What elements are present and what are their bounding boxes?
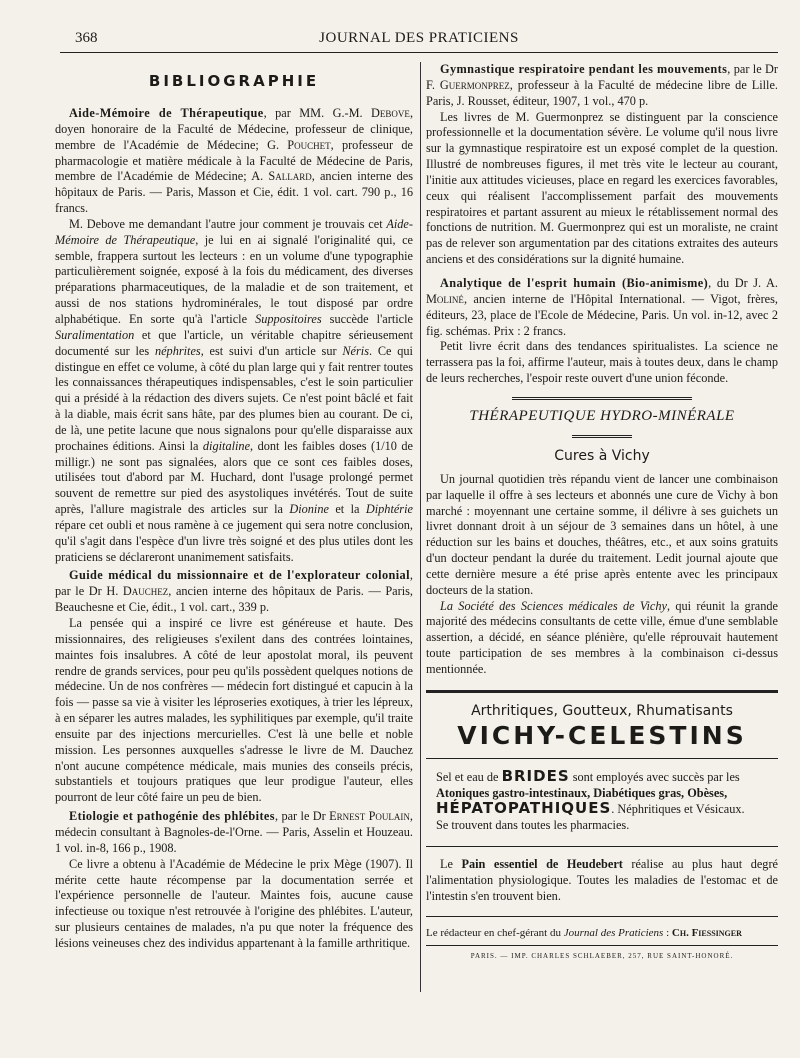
left-column [55,62,413,952]
vichy-celestins-logo: VICHY-CELESTINS [457,720,747,750]
page-header [60,30,778,50]
entry-aide-memoire: Aide-Mémoire de Thérapeutique, par MM. G.-M. Debove, doyen honoraire de la Faculté de Médecine, professeur de clinique, membre de l'Académie de Médecine; G. Pouchet, professeur de pharmacologie et matière médicale à la Faculté de Médecine de Paris, membre de l'Académie de Médecine; A. Sallard, ancien interne des hôpitaux de Paris. — Paris, Masson et Cie, édit. 1 vol. cart. 790 p., 16 francs. [55,106,414,216]
brides-ad: Sel et eau de BRIDES sont employés avec succès par les Atoniques gastro-intestinaux, Diabétiques gras, Obèses, HÉPATOPATHIQUES. Néphritiques et Vésicaux. Se trouvent dans toutes les pharmacies. [436,766,745,833]
redacteur-line: Le rédacteur en chef-gérant du Journal des Praticiens : Ch. Fiessinger [426,927,742,940]
heudebert-ad: Le Pain essentiel de Heudebert réalise au plus haut degré l'alimentation physiologique. Toutes les maladies de l'estomac et de l'intestin s'en trouvent bien. [426,857,779,903]
column-divider [420,62,421,992]
imprint: PARIS. — IMP. CHARLES SCHLAEBER, 257, RUE SAINT-HONORÉ. [470,952,734,961]
entry-phlebites-review: Ce livre a obtenu à l'Académie de Médecine le prix Mège (1907). Il mérite cette haute récompense par la documentation serrée et l'expérience personnelle de l'auteur. Maintes fois, aucune cause infectieuse ou toxique n'est retrouvée à l'origine des phlébites. L'auteur, sur plusieurs centaines de malades, n'a pu que noter la fréquence des lésions veineuses chez des individus appartenant à la famille arthritique. [55,856,413,950]
therapeutique-title: THÉRAPEUTIQUE HYDRO-MINÉRALE [469,407,735,424]
ad-rule-top [426,690,778,693]
ad-rule-3 [426,916,778,917]
entry-analytique: Analytique de l'esprit humain (Bio-animisme), du Dr J. A. Moliné, ancien interne de l'Hôpital International. — Vigot, frères, éditeurs, 23, place de l'Ecole de Médecine, Paris. Un vol. in-12, avec 2 fig. schémas. Prix : 2 francs. [426,275,778,338]
therapeutique-para-1: Un journal quotidien très répandu vient de lancer une combinaison par laquelle il offre à ses lecteurs et abonnés une cure de Vichy à bon marché : moyennant une certaine somme, il délivre à ses guichets un livret donnant droit à un séjour de 3 semaines dans un hôtel, à une réduction sur les bains et douches, théâtres, etc., et aux soins gratuits d'un docteur pendant la durée du traitement. Ledit journal ajoute que cette dernière mesure a été prise après entente avec les principaux docteurs de la station. [426,471,778,597]
journal-title: JOURNAL DES PRATICIENS [319,30,519,46]
section-rule [512,397,692,400]
vichy-ad-subtitle: Arthritiques, Goutteux, Rhumatisants [471,702,733,719]
footer-rule [426,945,778,946]
entry-gymnastique-review: Les livres de M. Guermonprez se distinguent par la conscience professionnelle et la documentation sévère. Le volume qu'il nous livre sur la gymnastique respiratoire est un exposé complet de la question. Illustré de nombreuses figures, il met très vite le lecteur au courant, l'initie aux attitudes vicieuses, place en regard les exercices favorables, ceux qui réalisent l'accomplissement parfait des mouvements respiratoires et partant assurent au mieux le rétablissement normal des fonctions de nutrition. M. Guermonprez qui est un moraliste, ne craint pas de relever son argumentation par des citations extraites des auteurs anciens et des considérations sur la dignité humaine. [426,109,778,267]
entry-gymnastique: Gymnastique respiratoire pendant les mouvements, par le Dr F. Guermonprez, professeur à la Faculté de médecine libre de Lille. Paris, J. Rousset, éditeur, 1907, 1 vol., 470 p. [426,62,778,108]
cures-vichy-title: Cures à Vichy [554,447,650,464]
page-number: 368 [75,30,98,46]
ad-rule-1 [426,758,778,759]
right-column [426,62,778,960]
ad-rule-2 [426,846,778,847]
title-rule [572,435,632,438]
entry-guide-medical: Guide médical du missionnaire et de l'explorateur colonial, par le Dr H. Dauchez, ancien interne des hôpitaux de Paris. — Paris, Beauchesne et Cie, édit., 1 vol. cart., 339 p. [55,568,413,615]
bibliographie-title: BIBLIOGRAPHIE [148,72,320,90]
entry-aide-memoire-review: M. Debove me demandant l'autre jour comment je trouvais cet Aide-Mémoire de Thérapeutique, je lui en ai signalé l'originalité qui, ce semble, frappera surtout les lecteurs : en un volume d'une typographie particulièrement soignée, exposé à la fois du médicament, des diverses préparations pharmaceutiques, de la maladie et de son traitement, et aussi de nos stations hydrominérales, le tout disposé par ordre alphabétique. En sorte qu'à l'article Suppositoires succède l'article Suralimentation et que l'article, un véritable chapitre sérieusement documenté sur les néphrites, est suivi d'un article sur Néris. Ce qui distingue en effet ce volume, à côté du plan large qui y fait rentrer toutes les connaissances thérapeutiques indispensables, c'est le soin particulier qui a présidé à la rédaction des divers sujets. Ce n'est point bâclé et fait à la diable, mais écrit sans hâte, par des plumes bien au courant. De ci, de là, une petite lacune que nous signalons pour qu'elle disparaisse aux prochaines éditions. Ainsi la digitaline, dont les faibles doses (1/10 de milligr.) ne sont pas signalées, alors que ce sont ces faibles doses, utilisées tout d'abord par M. Huchard, dont l'usage prolongé permet souvent de remettre sur pied des asystoliques invétérés. Tout de suite après, l'allure magistrale des articles sur la Dionine et la Diphtérie répare cet oubli et nous ramène à ce jugement qui sera notre conclusion, qu'il s'agit dans l'espèce d'un livre très soigné et des plus utiles dont les praticiens se déclareront unanimement satisfaits. [55,216,413,564]
header-rule [60,52,778,53]
entry-guide-medical-review: La pensée qui a inspiré ce livre est généreuse et haute. Des missionnaires, des religieuses s'exilent dans des contrées lointaines, maintes fois insalubres. A côté de leur apostolat moral, ils peuvent rendre de grands services, pour peu qu'ils possèdent quelques notions de médecine. Un de nos confrères — médecin fort distingué et capucin à la fois — passe sa vie à visiter les léproseries exotiques, à trier les lépreux, à en séparer les autres malades, les syphilitiques par exemple, qu'il traite ensuite par des injections mercurielles. C'est là une belle et noble mission. Les personnes auxquelles s'adresse le livre de M. Dauchez n'ont aucune compétence médicale, mais munies des conseils précis, substantiels et toujours pratiques que leur prodigue l'auteur, elles pourront de leur côté faire un peu de bien. [55,616,413,805]
entry-analytique-review: Petit livre écrit dans des tendances spiritualistes. La science ne terrassera pas la foi, affirme l'auteur, mais à toutes deux, dans le champ de leurs recherches, l'espoir reste ouvert d'une union féconde. [426,339,778,386]
therapeutique-para-2: La Société des Sciences médicales de Vichy, qui réunit la grande majorité des médecins consultants de cette ville, émue d'une semblable assertion, a décidé, en séance plénière, qu'elle réprouvait hautement toute participation de ses membres à la combinaison ci-dessus mentionnée. [426,598,779,676]
entry-phlebites: Etiologie et pathogénie des phlébites, par le Dr Ernest Poulain, médecin consultant à Bagnoles-de-l'Orne. — Paris, Asselin et Houzeau. 1 vol. in-8, 166 p., 1908. [55,809,413,855]
